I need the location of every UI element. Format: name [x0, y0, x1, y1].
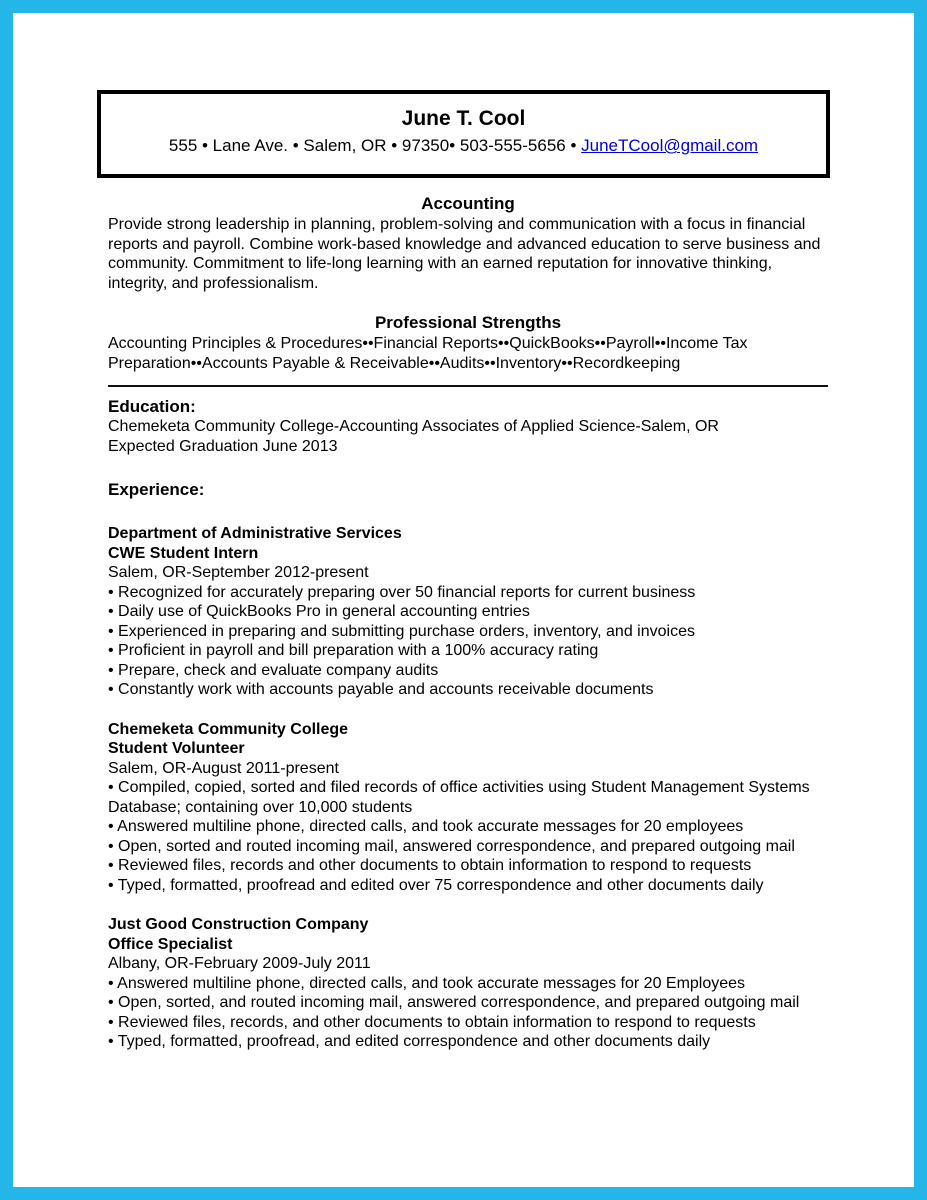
contact-line — [109, 134, 818, 158]
divider-rule — [108, 385, 828, 387]
job-section — [108, 720, 828, 896]
job-bullet: • Prepare, check and evaluate company audits — [108, 661, 439, 679]
job-bullet: • Constantly work with accounts payable and accounts receivable documents — [108, 681, 654, 698]
job-bullet: • Answered multiline phone, directed calls, and took accurate messages for 20 employees — [108, 818, 744, 835]
job-bullet: • Proficient in payroll and bill preparation with a 100% accuracy rating — [108, 642, 599, 659]
job-bullet: • Experienced in preparing and submitting purchase orders, inventory, and invoices — [108, 622, 695, 640]
job-bullet: • Answered multiline phone, directed calls, and took accurate messages for 20 Employees — [108, 974, 746, 992]
job-position: CWE Student Intern — [108, 544, 259, 562]
job-location-date: Albany, OR-February 2009-July 2011 — [108, 955, 371, 972]
summary-heading: Accounting — [421, 194, 515, 213]
resume-content — [13, 194, 914, 1052]
job-company: Just Good Construction Company — [108, 916, 369, 933]
job-bullet: • Daily use of QuickBooks Pro in general accounting entries — [108, 603, 530, 620]
job-company: Department of Administrative Services — [108, 525, 402, 542]
education-school: Chemeketa Community College-Accounting Associates of Applied Science-Salem, OR — [108, 418, 719, 435]
contact-text: 555 • Lane Ave. • Salem, OR • 97350• 503-555-5656 • — [168, 136, 582, 155]
job-bullet: • Typed, formatted, proofread and edited over 75 correspondence and other documents daily — [108, 876, 764, 894]
job-bullet: • Open, sorted, and routed incoming mail, answered correspondence, and prepared outgoing mail — [108, 994, 800, 1011]
job-bullet: • Reviewed files, records, and other documents to obtain information to respond to requests — [108, 1013, 756, 1031]
candidate-name: June T. Cool — [401, 107, 526, 130]
job-bullet: • Recognized for accurately preparing over 50 financial reports for current business — [108, 583, 696, 601]
email-link[interactable]: JuneTCool@gmail.com — [581, 136, 759, 155]
job-company: Chemeketa Community College — [108, 720, 349, 738]
job-section — [108, 915, 828, 1052]
job-bullet: • Compiled, copied, sorted and filed records of office activities using Student Management Systems Database; containing over 10,000 students — [108, 779, 810, 816]
job-location-date: Salem, OR-September 2012-present — [108, 564, 369, 581]
summary-text: Provide strong leadership in planning, problem-solving and communication with a focus in financial reports and payroll. Combine work-based knowledge and advanced education to serve business and community. Commitment to life-long learning with an earned reputation for innovative thinking, integrity, and professionalism. — [108, 216, 821, 292]
job-position: Office Specialist — [108, 935, 233, 953]
job-position: Student Volunteer — [108, 740, 245, 757]
job-section — [108, 524, 828, 700]
education-graduation: Expected Graduation June 2013 — [108, 437, 338, 455]
job-bullet: • Typed, formatted, proofread, and edited correspondence and other documents daily — [108, 1033, 711, 1050]
education-heading: Education: — [108, 397, 196, 416]
job-location-date: Salem, OR-August 2011-present — [108, 759, 339, 777]
header-box — [97, 90, 830, 178]
experience-heading: Experience: — [108, 480, 205, 499]
job-bullet: • Reviewed files, records and other documents to obtain information to respond to requests — [108, 857, 752, 874]
strengths-text: Accounting Principles & Procedures••Financial Reports••QuickBooks••Payroll••Income Tax Preparation••Accounts Payable & Receivable••Audits••Inventory••Recordkeeping — [108, 335, 748, 372]
job-bullet: • Open, sorted and routed incoming mail, answered correspondence, and prepared outgoing mail — [108, 837, 795, 855]
strengths-heading: Professional Strengths — [374, 313, 562, 332]
